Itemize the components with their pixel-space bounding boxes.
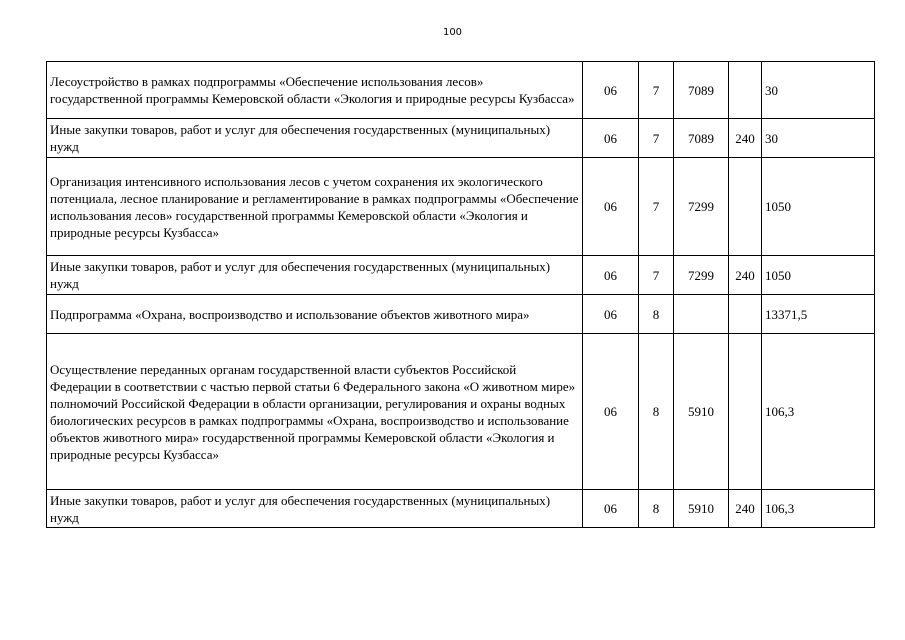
- row-type: 240: [729, 119, 762, 158]
- row-description: Осуществление переданных органам государственной власти субъектов Российской Федерации в соответствии с частью первой статьи 6 Федерального закона «О животном мире» полномочий Российской Федерации в области организации, регулирования и охраны водных биологических ресурсов в рамках подпрограммы «Охрана, воспроизводство и использование объектов животного мира» государственной программы Кемеровской области «Экология и природные ресурсы Кузбасса»: [47, 334, 583, 490]
- row-section: 06: [583, 334, 639, 490]
- budget-table: [46, 61, 875, 528]
- row-subsection: 8: [639, 295, 674, 334]
- row-type: 240: [729, 256, 762, 295]
- table-row: [47, 256, 875, 295]
- row-description: Иные закупки товаров, работ и услуг для обеспечения государственных (муниципальных) нужд: [47, 119, 583, 158]
- row-subsection: 7: [639, 158, 674, 256]
- row-target: [674, 295, 729, 334]
- row-target: 7299: [674, 158, 729, 256]
- row-amount: 106,3: [762, 334, 875, 490]
- row-type: [729, 158, 762, 256]
- row-type: [729, 295, 762, 334]
- page-number: 100: [442, 27, 463, 38]
- row-target: 5910: [674, 334, 729, 490]
- row-section: 06: [583, 119, 639, 158]
- table-row: [47, 334, 875, 490]
- row-target: 7089: [674, 62, 729, 119]
- row-subsection: 7: [639, 62, 674, 119]
- row-type: 240: [729, 490, 762, 528]
- row-amount: 30: [762, 119, 875, 158]
- row-target: 7299: [674, 256, 729, 295]
- row-section: 06: [583, 62, 639, 119]
- row-amount: 1050: [762, 256, 875, 295]
- row-subsection: 8: [639, 490, 674, 528]
- row-section: 06: [583, 256, 639, 295]
- table-row: [47, 119, 875, 158]
- row-amount: 13371,5: [762, 295, 875, 334]
- row-description: Подпрограмма «Охрана, воспроизводство и использование объектов животного мира»: [47, 295, 583, 334]
- row-description: Организация интенсивного использования лесов с учетом сохранения их экологического потенциала, лесное планирование и регламентирование в рамках подпрограммы «Обеспечение использования лесов» государственной программы Кемеровской области «Экология и природные ресурсы Кузбасса»: [47, 158, 583, 256]
- row-subsection: 8: [639, 334, 674, 490]
- row-target: 7089: [674, 119, 729, 158]
- row-section: 06: [583, 490, 639, 528]
- row-type: [729, 334, 762, 490]
- table-row: [47, 295, 875, 334]
- row-description: Лесоустройство в рамках подпрограммы «Обеспечение использования лесов» государственной программы Кемеровской области «Экология и природные ресурсы Кузбасса»: [47, 62, 583, 119]
- table-row: [47, 62, 875, 119]
- row-description: Иные закупки товаров, работ и услуг для обеспечения государственных (муниципальных) нужд: [47, 490, 583, 528]
- row-amount: 1050: [762, 158, 875, 256]
- row-section: 06: [583, 295, 639, 334]
- row-type: [729, 62, 762, 119]
- row-target: 5910: [674, 490, 729, 528]
- row-amount: 30: [762, 62, 875, 119]
- row-subsection: 7: [639, 119, 674, 158]
- row-subsection: 7: [639, 256, 674, 295]
- table-row: [47, 158, 875, 256]
- row-description: Иные закупки товаров, работ и услуг для обеспечения государственных (муниципальных) нужд: [47, 256, 583, 295]
- row-amount: 106,3: [762, 490, 875, 528]
- table-row: [47, 490, 875, 528]
- row-section: 06: [583, 158, 639, 256]
